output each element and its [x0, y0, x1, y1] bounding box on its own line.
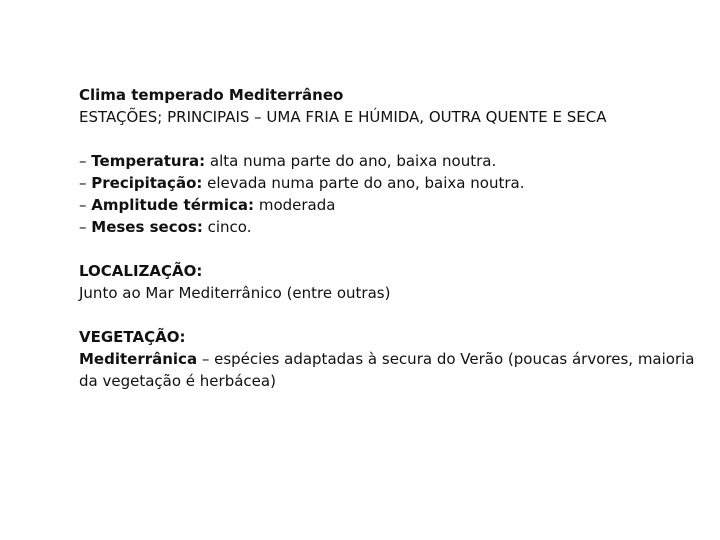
characteristic-amplitude: [79, 194, 709, 216]
slide-content: [79, 84, 709, 392]
vegetation-description: – espécies adaptadas à secura do Verão (poucas árvores, maioria da vegetação é herbácea): [79, 350, 695, 390]
spacer: [79, 304, 709, 326]
characteristic-label: Temperatura:: [91, 152, 206, 170]
vegetation-type: Mediterrânica: [79, 350, 198, 368]
vegetation-text: [79, 348, 709, 392]
characteristic-value: elevada numa parte do ano, baixa noutra.: [202, 174, 525, 192]
location-heading: LOCALIZAÇÃO:: [79, 262, 203, 280]
characteristic-precipitation: [79, 172, 709, 194]
bullet-dash: –: [79, 174, 92, 192]
characteristic-value: cinco.: [202, 218, 252, 236]
climate-title: Clima temperado Mediterrâneo: [79, 86, 344, 104]
vegetation-heading: VEGETAÇÃO:: [79, 328, 186, 346]
characteristic-dry-months: [79, 216, 709, 238]
characteristic-label: Precipitação:: [91, 174, 203, 192]
characteristic-label: Meses secos:: [91, 218, 203, 236]
seasons-line: ESTAÇÕES; PRINCIPAIS – UMA FRIA E HÚMIDA, OUTRA QUENTE E SECA: [79, 108, 607, 126]
characteristic-value: alta numa parte do ano, baixa noutra.: [205, 152, 497, 170]
bullet-dash: –: [79, 218, 92, 236]
bullet-dash: –: [79, 152, 92, 170]
location-text: Junto ao Mar Mediterrânico (entre outras): [79, 284, 391, 302]
bullet-dash: –: [79, 196, 92, 214]
characteristic-value: moderada: [254, 196, 336, 214]
spacer: [79, 238, 709, 260]
spacer: [79, 128, 709, 150]
characteristic-label: Amplitude térmica:: [91, 196, 255, 214]
characteristic-temperature: [79, 150, 709, 172]
